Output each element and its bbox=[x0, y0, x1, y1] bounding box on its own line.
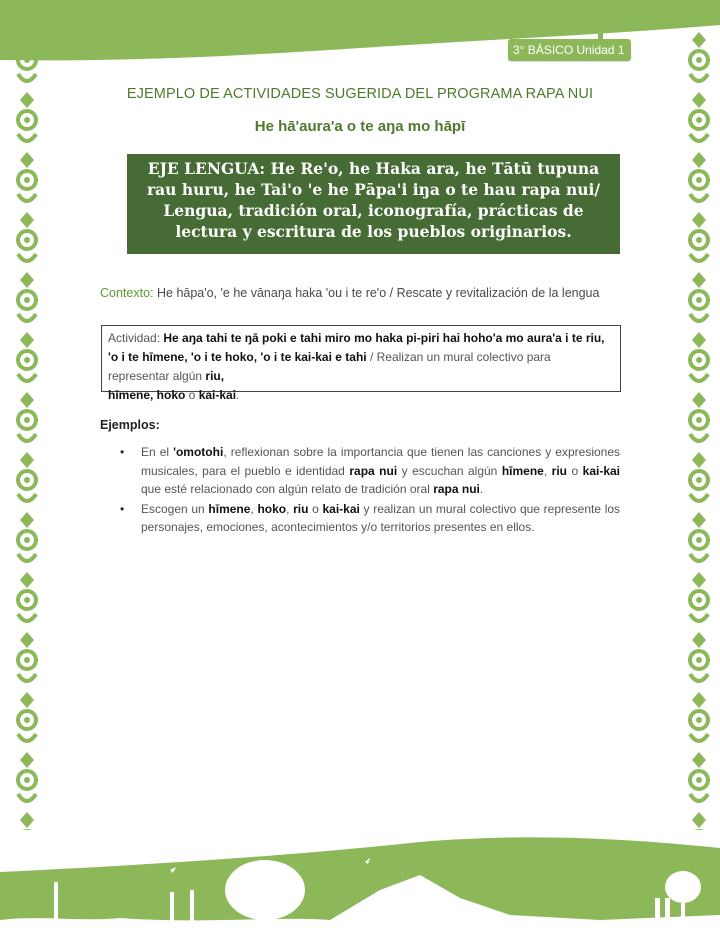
text: Escogen un bbox=[141, 501, 209, 516]
text: y escuchan algún bbox=[397, 463, 502, 478]
activity-term: kai-kai bbox=[198, 388, 237, 402]
examples-heading: Ejemplos: bbox=[100, 418, 160, 432]
term: kai-kai bbox=[582, 463, 621, 478]
text: o bbox=[567, 463, 583, 478]
activity-label: Actividad: bbox=[108, 331, 164, 345]
axis-banner: EJE LENGUA: He Re'o, he Haka ara, he Tātū tupuna rau huru, he Tai'o 'e he Pāpa'i iŋa o te hau rapa nui/ Lengua, tradición oral, iconografía, prácticas de lectura y escritura de los pueblos originarios. bbox=[127, 154, 620, 254]
document-subtitle: He hā'aura'a o te aŋa mo hāpī bbox=[254, 118, 466, 135]
example-item bbox=[120, 443, 620, 499]
text: y realizan un mural colectivo que represente los personajes, emociones, acontecimientos y/o territorios presentes en ellos. bbox=[141, 501, 621, 534]
context-line bbox=[100, 286, 630, 300]
text: En el bbox=[141, 445, 174, 459]
activity-text: o bbox=[185, 388, 199, 402]
context-text: He hāpa'o, 'e he vānaŋa haka 'ou i te re'o / Rescate y revitalización de la lengua bbox=[153, 286, 600, 300]
left-ornament-border bbox=[14, 30, 40, 830]
text: , reflexionan sobre la importancia que tienen las canciones y expresiones musicales, para el pueblo e identidad bbox=[141, 445, 621, 478]
term: rapa nui bbox=[433, 482, 480, 496]
activity-term: riu, bbox=[205, 369, 225, 383]
text: , bbox=[543, 463, 552, 478]
document-title: EJEMPLO DE ACTIVIDADES SUGERIDA DEL PROGRAMA RAPA NUI bbox=[126, 86, 594, 102]
activity-text: . bbox=[236, 388, 240, 402]
text: , bbox=[250, 501, 258, 516]
term: hoko bbox=[257, 501, 287, 516]
term: hīmene bbox=[501, 463, 544, 478]
activity-text: / Realizan un mural colectivo para representar algún bbox=[108, 350, 551, 383]
bullet-icon: • bbox=[120, 501, 125, 516]
bottom-landscape-decoration bbox=[0, 820, 720, 932]
term: riu bbox=[551, 463, 568, 478]
term: 'omotohi bbox=[173, 445, 224, 459]
text: o bbox=[308, 501, 323, 516]
right-ornament-border bbox=[686, 30, 712, 830]
context-label: Contexto: bbox=[100, 286, 154, 300]
activity-rapanui-text: He aŋa tahi te ŋā poki e tahi miro mo haka pi-piri hai hoho'a mo aura'a i te riu, 'o i te hīmene, 'o i te hoko, 'o i te kai-kai e tahi bbox=[108, 331, 605, 364]
text: que esté relacionado con algún relato de tradición oral bbox=[141, 482, 434, 496]
text: , bbox=[286, 501, 294, 516]
term: rapa nui bbox=[349, 463, 398, 478]
unit-badge bbox=[508, 39, 631, 61]
term: riu bbox=[293, 501, 309, 516]
bullet-icon: • bbox=[120, 445, 125, 459]
examples-list bbox=[120, 443, 620, 538]
term: kai-kai bbox=[322, 501, 360, 516]
unit-badge-label: 3° BÁSICO Unidad 1 bbox=[513, 43, 625, 57]
activity-term: hīmene, hoko bbox=[108, 388, 186, 402]
activity-box bbox=[101, 325, 621, 402]
text: . bbox=[479, 482, 484, 496]
example-item bbox=[120, 500, 620, 537]
term: hīmene bbox=[208, 501, 251, 516]
